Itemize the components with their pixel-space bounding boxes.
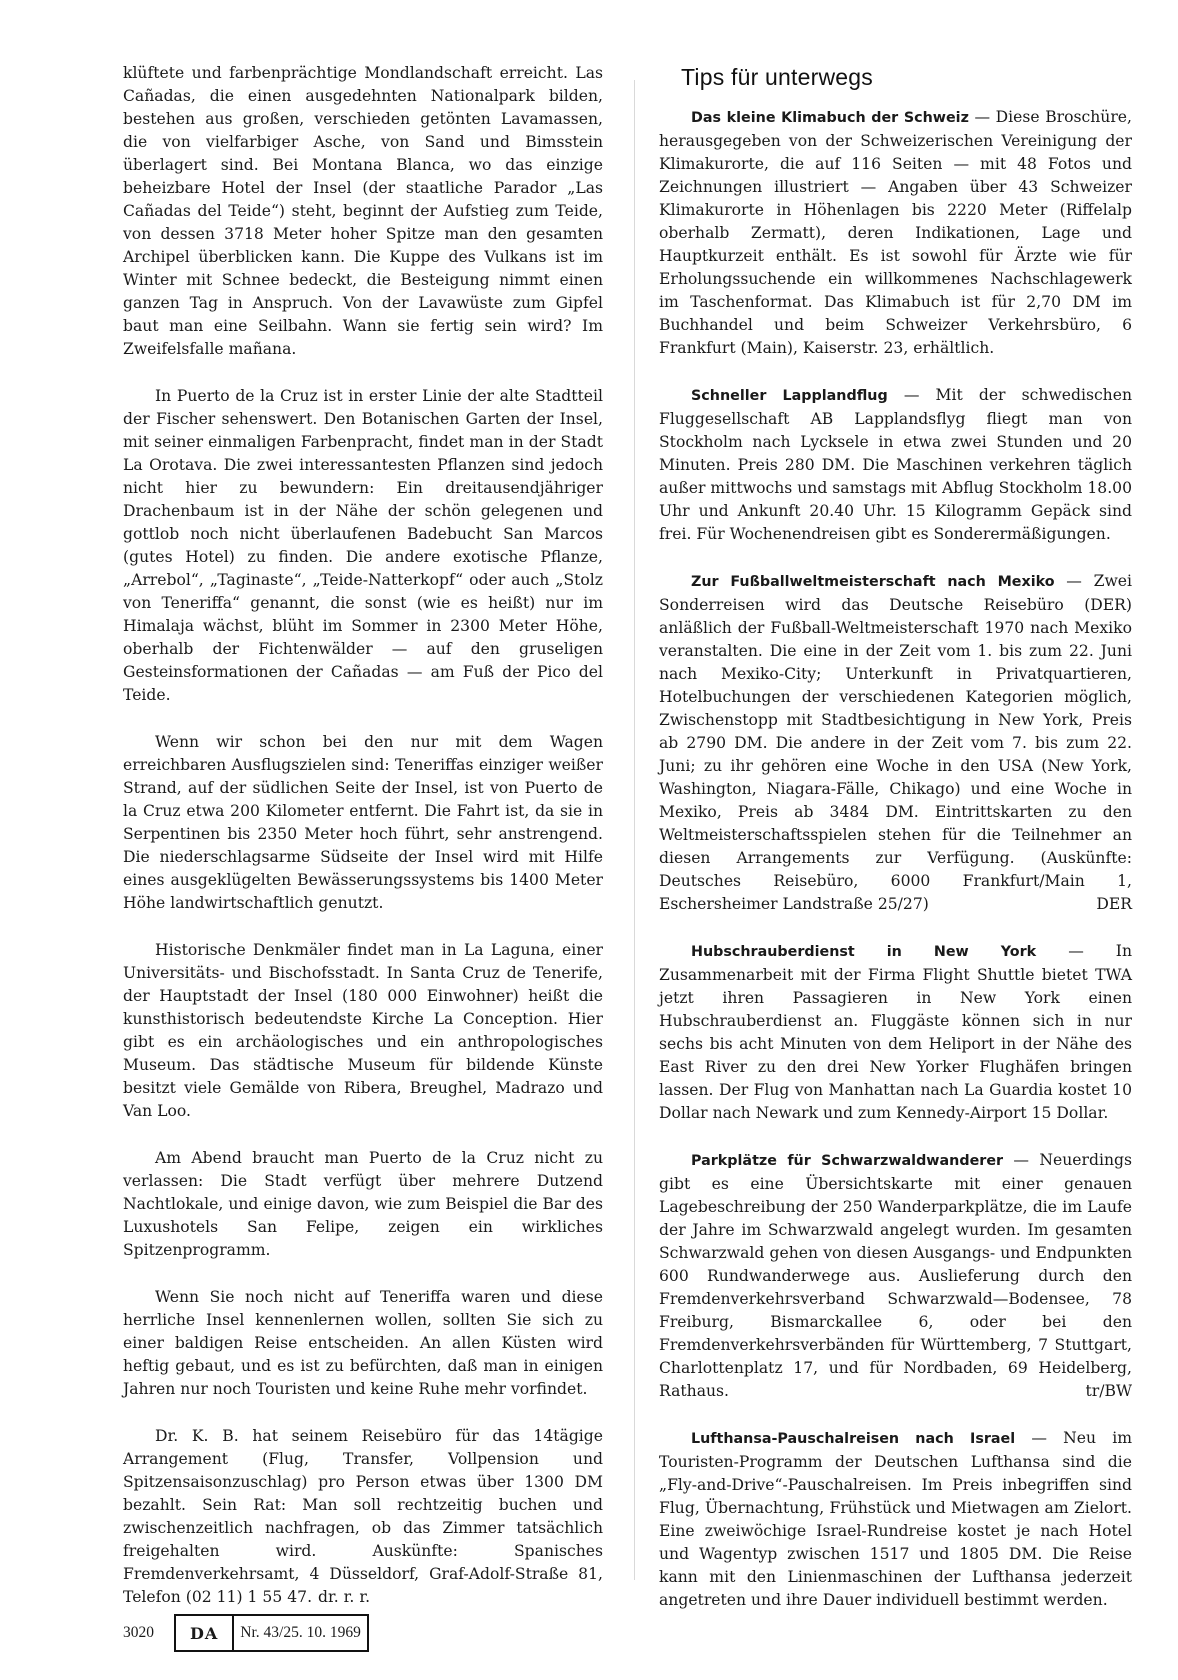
- article-paragraph: Wenn wir schon bei den nur mit dem Wagen erreichbaren Ausflugszielen sind: Teneriffas einziger weißer Strand, auf der südlichen Seite der Insel, ist von Puerto de la Cruz etwa 200 Kilometer entfernt. Die Fahrt ist, da sie in Serpentinen bis 2350 Meter hoch führt, sehr anstrengend. Die niederschlagsarme Südseite der Insel wird mit Hilfe eines ausgeklügelten Bewässerungssystems bis 1400 Meter Höhe landwirtschaftlich genutzt.: [123, 733, 603, 912]
- tip-item: [659, 570, 1132, 916]
- article-paragraph: Wenn Sie noch nicht auf Teneriffa waren und diese herrliche Insel kennenlernen wollen, sollten Sie sich zu einer baldigen Reise entscheiden. An allen Küsten wird heftig gebaut, und es ist zu befürchten, daß man in einigen Jahren nur noch Touristen und keine Ruhe mehr vorfindet.: [123, 1288, 603, 1398]
- tip-heading: Parkplätze für Schwarzwaldwanderer: [691, 1153, 1004, 1169]
- tip-signature: tr/BW: [1085, 1382, 1132, 1400]
- article-paragraph: klüftete und farbenprächtige Mondlandschaft erreicht. Las Cañadas, die einen ausgedehnten Nationalpark bilden, bestehen aus großen, verschieden getönten Lavamassen, die von vielfarbiger Asche, von Sand und Bimsstein überlagert sind. Bei Montana Blanca, wo das einzige beheizbare Hotel der Insel (der staatliche Parador „Las Cañadas del Teide“) steht, beginnt der Aufstieg zum Teide, von dessen 3718 Meter hoher Spitze man den gesamten Archipel überblicken kann. Die Kuppe des Vulkans ist im Winter mit Schnee bedeckt, die Besteigung nimmt einen ganzen Tag in Anspruch. Von der Lavawüste zum Gipfel baut man eine Seilbahn. Wann sie fertig sein wird? Im Zweifelsfalle mañana.: [123, 64, 603, 358]
- article-paragraph: Am Abend braucht man Puerto de la Cruz nicht zu verlassen: Die Stadt verfügt über mehrere Dutzend Nachtlokale, und einige davon, wie zum Beispiel die Bar des Luxushotels San Felipe, zeigen ein wirkliches Spitzenprogramm.: [123, 1149, 603, 1259]
- tip-item: [659, 384, 1132, 546]
- article-paragraph-text: Dr. K. B. hat seinem Reisebüro für das 14tägige Arrangement (Flug, Transfer, Vollpension und Spitzensaisonzuschlag) pro Person etwas über 1300 DM bezahlt. Sein Rat: Man soll rechtzeitig buchen und zwischenzeitlich nachfragen, ob das Zimmer tatsächlich freigehalten wird. Auskünfte: Spanisches Fremdenverkehrsamt, 4 Düsseldorf, Graf-Adolf-Straße 81, Telefon (02 11) 1 55 47.: [123, 1427, 603, 1606]
- tip-body: — In Zusammenarbeit mit der Firma Flight Shuttle bietet TWA jetzt ihren Passagieren in New York einen Hubschrauberdienst an. Fluggäste können sich in nur sechs bis acht Minuten von dem Heliport in der Nähe des East River zu den drei New Yorker Flughäfen bringen lassen. Der Flug von Manhattan nach La Guardia kostet 10 Dollar nach Newark und zum Kennedy-Airport 15 Dollar.: [659, 942, 1132, 1122]
- column-divider: [634, 80, 635, 1580]
- tip-item: [659, 1149, 1132, 1403]
- article-paragraph: Historische Denkmäler findet man in La Laguna, einer Universitäts- und Bischofsstadt. In Santa Cruz de Tenerife, der Hauptstadt der Insel (180 000 Einwohner) heißt die kunsthistorisch bedeutendste Kirche La Conception. Hier gibt es ein archäologisches und ein anthropologisches Museum. Das städtische Museum für bildende Künste besitzt viele Gemälde von Ribera, Breughel, Madrazo und Van Loo.: [123, 941, 603, 1120]
- tip-body: — Zwei Sonderreisen wird das Deutsche Reisebüro (DER) anläßlich der Fußball-Weltmeisterschaft 1970 nach Mexiko veranstalten. Die eine in der Zeit vom 1. bis zum 22. Juni nach Mexiko-City; Unterkunft in Privatquartieren, Hotelbuchungen der verschiedenen Kategorien möglich, Zwischenstopp mit Stadtbesichtigung in New York, Preis ab 2790 DM. Die andere in der Zeit vom 7. bis zum 22. Juni; zu ihr gehören eine Woche in den USA (New York, Washington, Niagara-Fälle, Chikago) und eine Woche in Mexiko, Preis ab 3484 DM. Eintrittskarten zu den Weltmeisterschaftsspielen stehen für die Teilnehmer an diesen Arrangements zur Verfügung. (Auskünfte: Deutsches Reisebüro, 6000 Frankfurt/Main 1, Eschersheimer Landstraße 25/27): [659, 572, 1133, 913]
- left-column: [123, 62, 603, 1609]
- tip-body: — Diese Broschüre, herausgegeben von der Schweizerischen Vereinigung der Klimakurorte, die auf 116 Seiten — mit 48 Fotos und Zeichnungen illustriert — Angaben über 43 Schweizer Klimakurorte in Höhenlagen bis 2220 Meter (Riffelalp oberhalb Zermatt), deren Indikationen, Lage und Hauptkurzeit enthält. Es ist sowohl für Ärzte wie für Erholungssuchende ein willkommenes Nachschlagewerk im Taschenformat. Das Klimabuch ist für 2,70 DM im Buchhandel und beim Schweizer Verkehrsbüro, 6 Frankfurt (Main), Kaiserstr. 23, erhältlich.: [659, 108, 1132, 357]
- magazine-logo: DA: [176, 1616, 234, 1650]
- tip-heading: Schneller Lapplandflug: [691, 388, 888, 404]
- tip-heading: Lufthansa-Pauschalreisen nach Israel: [691, 1431, 1016, 1447]
- issue-label: Nr. 43/25. 10. 1969: [240, 1624, 361, 1641]
- tip-heading: Das kleine Klimabuch der Schweiz: [691, 110, 969, 126]
- tip-body: — Mit der schwedischen Fluggesellschaft AB Lapplandsflyg fliegt man von Stockholm nach Lycksele in etwa zwei Stunden und 20 Minuten. Preis 280 DM. Die Maschinen verkehren täglich außer mittwochs und samstags mit Abflug Stockholm 18.00 Uhr und Ankunft 20.40 Uhr. 15 Kilogramm Gepäck sind frei. Für Wochenendreisen gibt es Sonderermäßigungen.: [659, 386, 1132, 543]
- tip-body: — Neuerdings gibt es eine Übersichtskarte mit einer genauen Lagebeschreibung der 250 Wanderparkplätze, die im Laufe der Jahre im Schwarzwald angelegt wurden. Im gesamten Schwarzwald gehen von diesen Ausgangs- und Endpunkten 600 Rundwanderwege aus. Auslieferung durch den Fremdenverkehrsverband Schwarzwald—Bodensee, 78 Freiburg, Bismarckallee 6, oder bei den Fremdenverkehrsverbänden für Württemberg, 7 Stuttgart, Charlottenplatz 17, und für Nordbaden, 69 Heidelberg, Rathaus.: [659, 1151, 1132, 1400]
- section-title: Tips für unterwegs: [681, 64, 873, 90]
- page-number: 3020: [123, 1624, 154, 1641]
- issue-box: [174, 1614, 369, 1652]
- page-footer: [123, 1614, 369, 1652]
- right-column: [659, 62, 1132, 1612]
- article-signature: dr. r. r.: [318, 1588, 371, 1606]
- tip-body: — Neu im Touristen-Programm der Deutschen Lufthansa sind die „Fly-and-Drive“-Pauschalreisen. Im Preis inbegriffen sind Flug, Übernachtung, Frühstück und Mietwagen am Zielort. Eine zweiwöchige Israel-Rundreise kostet je nach Hotel und Wagentyp zwischen 1517 und 1805 DM. Die Reise kann mit den Linienmaschinen der Lufthansa jederzeit angetreten und ihre Dauer individuell bestimmt werden.: [659, 1429, 1132, 1609]
- tip-heading: Zur Fußballweltmeisterschaft nach Mexiko: [691, 574, 1055, 590]
- article-paragraph-last: [123, 1425, 603, 1609]
- tip-signature: DER: [1096, 895, 1132, 913]
- tip-heading: Hubschrauberdienst in New York: [691, 944, 1037, 960]
- article-paragraph: In Puerto de la Cruz ist in erster Linie der alte Stadtteil der Fischer sehenswert. Den Botanischen Garten der Insel, mit seiner einmaligen Farbenpracht, findet man in der Stadt La Orotava. Die zwei interessantesten Pflanzen sind jedoch nicht hier zu bewundern: Ein dreitausendjähriger Drachenbaum ist in der Nähe der schön gelegenen und gottlob noch nicht überlaufenen Badebucht San Marcos (gutes Hotel) zu finden. Die andere exotische Pflanze, „Arrebol“, „Taginaste“, „Teide-Natterkopf“ oder auch „Stolz von Teneriffa“ genannt, die sonst (wie es heißt) nur im Himalaja wächst, blüht im Sommer in 2300 Meter Höhe, oberhalb der Fichtenwälder — auf den gruseligen Gesteinsformationen der Cañadas — am Fuß der Pico del Teide.: [123, 387, 603, 704]
- tip-item: [659, 940, 1132, 1125]
- tip-item: [659, 106, 1132, 360]
- tip-item: [659, 1427, 1132, 1612]
